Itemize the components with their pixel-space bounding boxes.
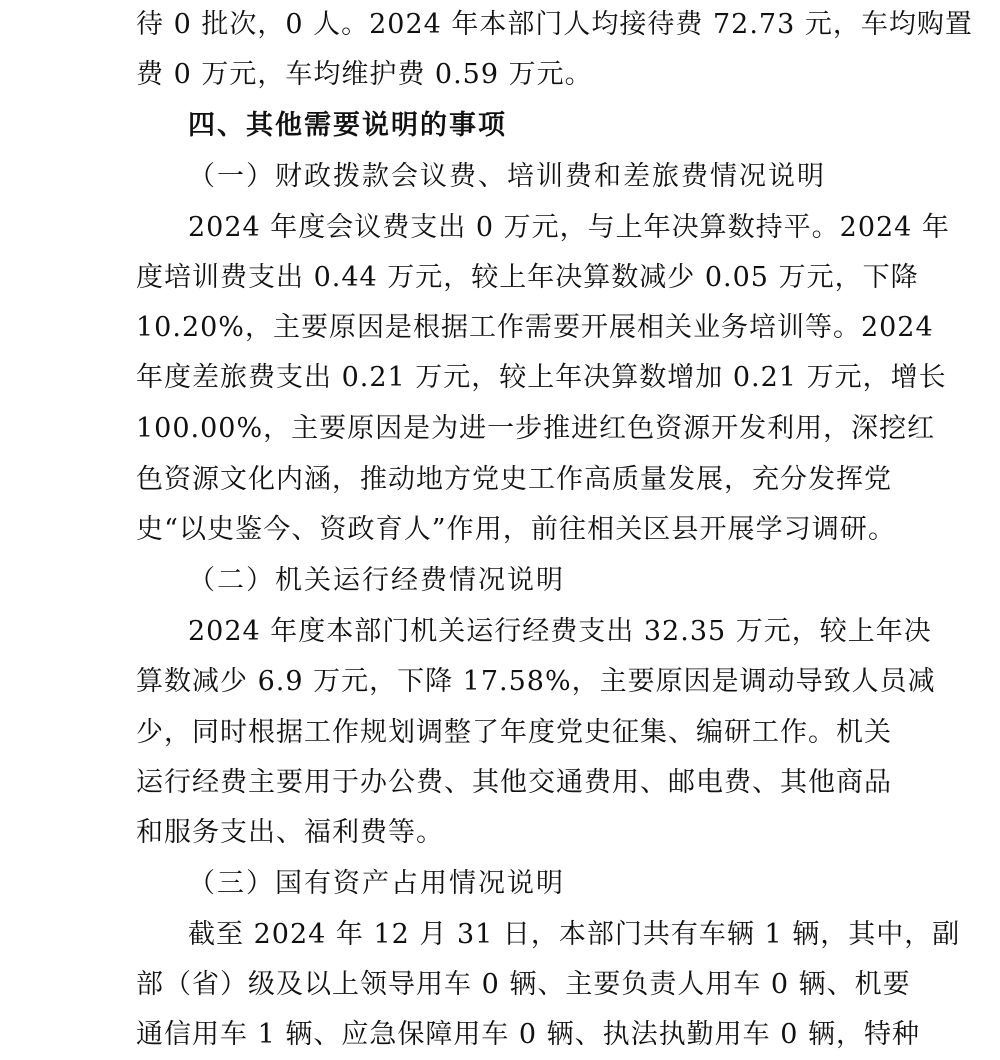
- text-line: 少，同时根据工作规划调整了年度党史征集、编研工作。机关: [136, 717, 892, 748]
- subsection-heading: （二）机关运行经费情况说明: [188, 565, 565, 596]
- text-line: 2024 年度会议费支出 0 万元，与上年决算数持平。2024 年: [188, 212, 950, 243]
- text-line: 通信用车 1 辆、应急保障用车 0 辆、执法执勤用车 0 辆，特种: [136, 1019, 921, 1050]
- text-line: 年度差旅费支出 0.21 万元，较上年决算数增加 0.21 万元，增长: [136, 362, 947, 393]
- text-line: 史“以史鉴今、资政育人”作用，前往相关区县开展学习调研。: [136, 514, 896, 545]
- text-line: 待 0 批次，0 人。2024 年本部门人均接待费 72.73 元，车均购置: [136, 9, 973, 40]
- text-line: 色资源文化内涵，推动地方党史工作高质量发展，充分发挥党: [136, 464, 892, 495]
- text-line: 100.00%，主要原因是为进一步推进红色资源开发利用，深挖红: [136, 413, 936, 444]
- subsection-heading: （一）财政拨款会议费、培训费和差旅费情况说明: [188, 161, 826, 192]
- text-line: 算数减少 6.9 万元，下降 17.58%，主要原因是调动导致人员减: [136, 666, 936, 697]
- text-line: 部（省）级及以上领导用车 0 辆、主要负责人用车 0 辆、机要: [136, 969, 911, 1000]
- section-heading: 四、其他需要说明的事项: [188, 110, 507, 141]
- subsection-heading: （三）国有资产占用情况说明: [188, 868, 565, 899]
- text-line: 运行经费主要用于办公费、其他交通费用、邮电费、其他商品: [136, 767, 892, 798]
- text-line: 2024 年度本部门机关运行经费支出 32.35 万元，较上年决: [188, 616, 932, 647]
- text-line: 度培训费支出 0.44 万元，较上年决算数减少 0.05 万元，下降: [136, 262, 919, 293]
- text-line: 10.20%，主要原因是根据工作需要开展相关业务培训等。2024: [136, 312, 934, 343]
- text-line: 截至 2024 年 12 月 31 日，本部门共有车辆 1 辆，其中，副: [188, 919, 961, 950]
- text-line: 费 0 万元，车均维护费 0.59 万元。: [136, 59, 593, 90]
- text-line: 和服务支出、福利费等。: [136, 817, 444, 848]
